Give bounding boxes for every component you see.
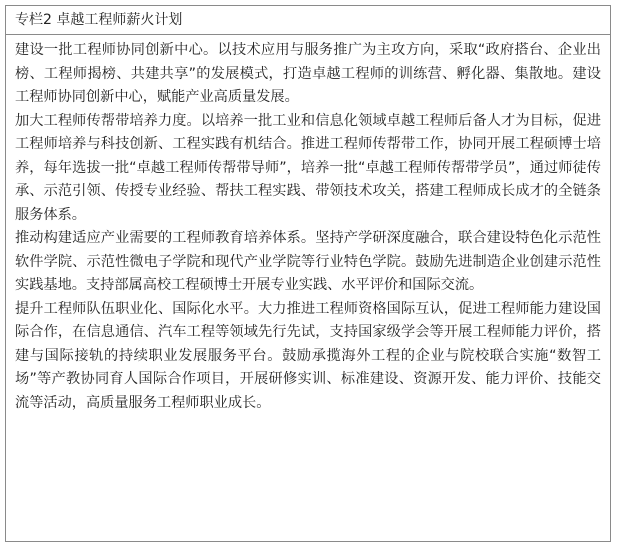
column-box (5, 5, 611, 542)
paragraph-mentorship: 加大工程师传帮带培养力度。以培养一批工业和信息化领域卓越工程师后备人才为目标，促进工程师培养与科技创新、工程实践有机结合。推进工程师传帮带工作，协同开展工程硕博士培养，每年选拔一批“卓越工程师传帮带导师”，培养一批“卓越工程师传帮带学员”，通过师徒传承、示范引领、传授专业经验、帮扶工程实践、带领技术攻关，搭建工程师成长成才的全链条服务体系。 (15, 112, 601, 223)
paragraph-internationalization: 提升工程师队伍职业化、国际化水平。大力推进工程师资格国际互认，促进工程师能力建设国际合作，在信息通信、汽车工程等领域先行先试，支持国家级学会等开展工程师能力评价，搭建与国际接轨的持续职业发展服务平台。鼓励承揽海外工程的企业与院校联合实施“数智工场”等产教协同育人国际合作项目，开展研修实训、标准建设、资源开发、能力评价、技能交流等活动，高质量服务工程师职业成长。 (15, 300, 601, 411)
paragraph-innovation-centers: 建设一批工程师协同创新中心。以技术应用与服务推广为主攻方向，采取“政府搭台、企业出榜、工程师揭榜、共建共享”的发展模式，打造卓越工程师的训练营、孵化器、集散地。建设工程师协同创新中心，赋能产业高质量发展。 (15, 42, 601, 105)
paragraph-education-system: 推动构建适应产业需要的工程师教育培养体系。坚持产学研深度融合，联合建设特色化示范性软件学院、示范性微电子学院和现代产业学院等行业特色学院。鼓励先进制造企业创建示范性实践基地。支持部属高校工程硕博士开展专业实践、水平评价和国际交流。 (15, 230, 601, 293)
column-title: 专栏2 卓越工程师薪火计划 (6, 6, 610, 35)
column-body (6, 35, 610, 415)
